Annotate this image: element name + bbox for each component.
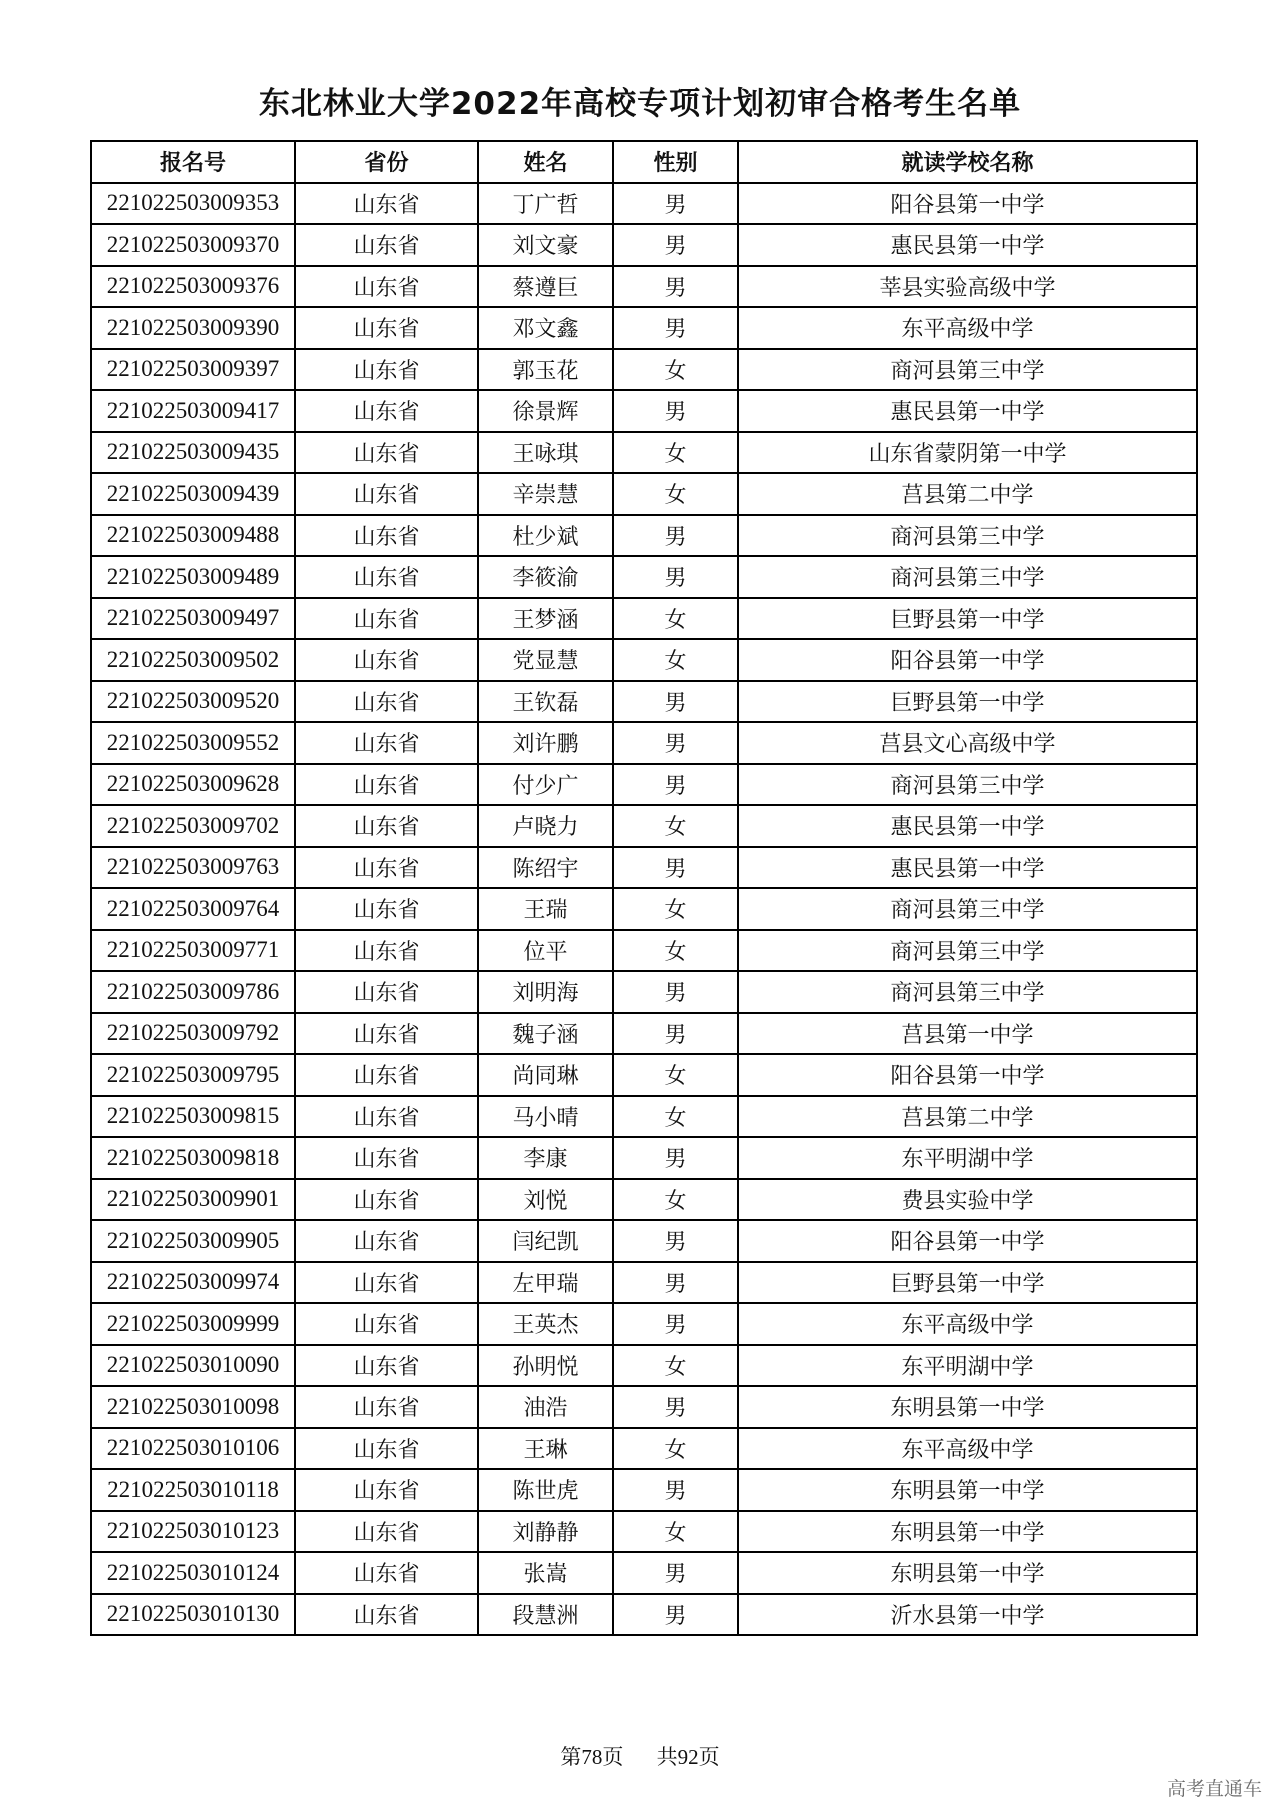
cell-school: 东平明湖中学 [738, 1137, 1197, 1179]
cell-id: 221022503009502 [91, 639, 295, 681]
cell-gender: 男 [613, 1137, 738, 1179]
table-row [91, 1511, 1197, 1553]
table-row [91, 1345, 1197, 1387]
table-row [91, 1096, 1197, 1138]
cell-province: 山东省 [295, 1137, 478, 1179]
cell-gender: 男 [613, 847, 738, 889]
table-row [91, 805, 1197, 847]
cell-gender: 女 [613, 639, 738, 681]
cell-id: 221022503009702 [91, 805, 295, 847]
table-row [91, 183, 1197, 225]
cell-gender: 女 [613, 432, 738, 474]
header-gender: 性别 [613, 141, 738, 183]
cell-id: 221022503009497 [91, 598, 295, 640]
cell-gender: 女 [613, 473, 738, 515]
cell-gender: 男 [613, 183, 738, 225]
cell-school: 东明县第一中学 [738, 1552, 1197, 1594]
cell-gender: 男 [613, 764, 738, 806]
header-id: 报名号 [91, 141, 295, 183]
table-row [91, 1386, 1197, 1428]
cell-province: 山东省 [295, 1594, 478, 1636]
cell-province: 山东省 [295, 722, 478, 764]
cell-province: 山东省 [295, 473, 478, 515]
cell-name: 王瑞 [478, 888, 613, 930]
cell-province: 山东省 [295, 971, 478, 1013]
cell-gender: 女 [613, 598, 738, 640]
cell-name: 卢晓力 [478, 805, 613, 847]
watermark: 高考直通车 [1166, 1778, 1262, 1800]
cell-province: 山东省 [295, 805, 478, 847]
table-row [91, 1054, 1197, 1096]
table-row [91, 307, 1197, 349]
table-row [91, 556, 1197, 598]
cell-school: 东明县第一中学 [738, 1469, 1197, 1511]
cell-name: 王琳 [478, 1428, 613, 1470]
cell-id: 221022503010124 [91, 1552, 295, 1594]
cell-name: 邓文鑫 [478, 307, 613, 349]
table-row [91, 1303, 1197, 1345]
cell-id: 221022503010118 [91, 1469, 295, 1511]
cell-id: 221022503009795 [91, 1054, 295, 1096]
cell-id: 221022503009786 [91, 971, 295, 1013]
cell-gender: 男 [613, 1594, 738, 1636]
cell-gender: 女 [613, 1345, 738, 1387]
table-row [91, 1137, 1197, 1179]
cell-id: 221022503009552 [91, 722, 295, 764]
cell-gender: 男 [613, 1220, 738, 1262]
table-row [91, 1469, 1197, 1511]
table-row [91, 764, 1197, 806]
cell-school: 惠民县第一中学 [738, 805, 1197, 847]
cell-school: 东平明湖中学 [738, 1345, 1197, 1387]
cell-province: 山东省 [295, 224, 478, 266]
cell-province: 山东省 [295, 1179, 478, 1221]
table-row [91, 1594, 1197, 1636]
cell-school: 商河县第三中学 [738, 556, 1197, 598]
cell-name: 孙明悦 [478, 1345, 613, 1387]
table-row [91, 681, 1197, 723]
cell-name: 王英杰 [478, 1303, 613, 1345]
cell-id: 221022503009520 [91, 681, 295, 723]
cell-id: 221022503009439 [91, 473, 295, 515]
table-row [91, 1262, 1197, 1304]
cell-province: 山东省 [295, 1428, 478, 1470]
cell-province: 山东省 [295, 307, 478, 349]
cell-name: 丁广哲 [478, 183, 613, 225]
cell-id: 221022503009628 [91, 764, 295, 806]
cell-id: 221022503009397 [91, 349, 295, 391]
cell-province: 山东省 [295, 1345, 478, 1387]
cell-gender: 男 [613, 1303, 738, 1345]
cell-gender: 男 [613, 1552, 738, 1594]
cell-name: 段慧洲 [478, 1594, 613, 1636]
cell-gender: 女 [613, 349, 738, 391]
cell-school: 巨野县第一中学 [738, 1262, 1197, 1304]
cell-id: 221022503009376 [91, 266, 295, 308]
cell-id: 221022503009488 [91, 515, 295, 557]
cell-province: 山东省 [295, 432, 478, 474]
cell-id: 221022503009390 [91, 307, 295, 349]
cell-id: 221022503009763 [91, 847, 295, 889]
cell-school: 沂水县第一中学 [738, 1594, 1197, 1636]
cell-province: 山东省 [295, 1096, 478, 1138]
cell-school: 阳谷县第一中学 [738, 639, 1197, 681]
table-row [91, 390, 1197, 432]
cell-province: 山东省 [295, 764, 478, 806]
cell-province: 山东省 [295, 1262, 478, 1304]
cell-gender: 女 [613, 1511, 738, 1553]
table-row [91, 598, 1197, 640]
cell-school: 阳谷县第一中学 [738, 1054, 1197, 1096]
cell-gender: 男 [613, 681, 738, 723]
cell-school: 东明县第一中学 [738, 1511, 1197, 1553]
cell-school: 商河县第三中学 [738, 349, 1197, 391]
cell-name: 李筱渝 [478, 556, 613, 598]
cell-province: 山东省 [295, 515, 478, 557]
cell-school: 莒县第二中学 [738, 473, 1197, 515]
cell-id: 221022503009417 [91, 390, 295, 432]
cell-name: 李康 [478, 1137, 613, 1179]
cell-gender: 男 [613, 556, 738, 598]
cell-name: 油浩 [478, 1386, 613, 1428]
table-row [91, 1428, 1197, 1470]
cell-gender: 男 [613, 1386, 738, 1428]
cell-id: 221022503009489 [91, 556, 295, 598]
page-number: 第78页 [560, 1745, 624, 1769]
cell-school: 莘县实验高级中学 [738, 266, 1197, 308]
cell-province: 山东省 [295, 1303, 478, 1345]
table-row [91, 432, 1197, 474]
cell-school: 东平高级中学 [738, 1428, 1197, 1470]
cell-province: 山东省 [295, 1220, 478, 1262]
table-row [91, 722, 1197, 764]
cell-name: 位平 [478, 930, 613, 972]
cell-gender: 女 [613, 1428, 738, 1470]
cell-id: 221022503010090 [91, 1345, 295, 1387]
cell-school: 商河县第三中学 [738, 515, 1197, 557]
table-row [91, 473, 1197, 515]
cell-school: 惠民县第一中学 [738, 390, 1197, 432]
cell-province: 山东省 [295, 1054, 478, 1096]
cell-name: 付少广 [478, 764, 613, 806]
cell-province: 山东省 [295, 1386, 478, 1428]
cell-school: 费县实验中学 [738, 1179, 1197, 1221]
cell-school: 商河县第三中学 [738, 764, 1197, 806]
cell-province: 山东省 [295, 266, 478, 308]
cell-gender: 男 [613, 722, 738, 764]
cell-province: 山东省 [295, 598, 478, 640]
cell-gender: 女 [613, 1096, 738, 1138]
header-school: 就读学校名称 [738, 141, 1197, 183]
cell-school: 惠民县第一中学 [738, 847, 1197, 889]
cell-school: 山东省蒙阴第一中学 [738, 432, 1197, 474]
cell-name: 党显慧 [478, 639, 613, 681]
cell-school: 商河县第三中学 [738, 930, 1197, 972]
cell-id: 221022503009999 [91, 1303, 295, 1345]
cell-id: 221022503009353 [91, 183, 295, 225]
cell-gender: 男 [613, 515, 738, 557]
cell-id: 221022503009815 [91, 1096, 295, 1138]
cell-province: 山东省 [295, 1013, 478, 1055]
page-footer [0, 1741, 1280, 1771]
cell-name: 闫纪凯 [478, 1220, 613, 1262]
cell-id: 221022503010130 [91, 1594, 295, 1636]
table-row [91, 1013, 1197, 1055]
table-row [91, 266, 1197, 308]
cell-school: 巨野县第一中学 [738, 681, 1197, 723]
cell-gender: 女 [613, 1054, 738, 1096]
table-row [91, 930, 1197, 972]
cell-name: 王钦磊 [478, 681, 613, 723]
cell-province: 山东省 [295, 390, 478, 432]
page-total: 共92页 [656, 1745, 720, 1769]
table-row [91, 847, 1197, 889]
table-row [91, 1179, 1197, 1221]
cell-gender: 男 [613, 307, 738, 349]
cell-gender: 男 [613, 1013, 738, 1055]
cell-school: 巨野县第一中学 [738, 598, 1197, 640]
table-body [91, 183, 1197, 1636]
cell-name: 王梦涵 [478, 598, 613, 640]
cell-name: 马小晴 [478, 1096, 613, 1138]
document-title: 东北林业大学2022年高校专项计划初审合格考生名单 [258, 86, 1022, 122]
cell-name: 杜少斌 [478, 515, 613, 557]
cell-id: 221022503009818 [91, 1137, 295, 1179]
table-header-row [91, 141, 1197, 183]
table-row [91, 971, 1197, 1013]
cell-province: 山东省 [295, 681, 478, 723]
cell-gender: 男 [613, 971, 738, 1013]
cell-province: 山东省 [295, 556, 478, 598]
cell-id: 221022503009905 [91, 1220, 295, 1262]
cell-name: 刘静静 [478, 1511, 613, 1553]
cell-id: 221022503010098 [91, 1386, 295, 1428]
cell-province: 山东省 [295, 930, 478, 972]
cell-name: 徐景辉 [478, 390, 613, 432]
cell-name: 左甲瑞 [478, 1262, 613, 1304]
table-row [91, 888, 1197, 930]
cell-school: 莒县第二中学 [738, 1096, 1197, 1138]
cell-id: 221022503009792 [91, 1013, 295, 1055]
cell-gender: 女 [613, 1179, 738, 1221]
cell-name: 张嵩 [478, 1552, 613, 1594]
table-row [91, 1552, 1197, 1594]
cell-gender: 男 [613, 1262, 738, 1304]
cell-school: 莒县第一中学 [738, 1013, 1197, 1055]
candidate-table [90, 140, 1198, 1636]
cell-name: 蔡遵巨 [478, 266, 613, 308]
cell-province: 山东省 [295, 847, 478, 889]
cell-name: 王咏琪 [478, 432, 613, 474]
cell-province: 山东省 [295, 349, 478, 391]
table-row [91, 224, 1197, 266]
cell-name: 刘许鹏 [478, 722, 613, 764]
cell-name: 陈世虎 [478, 1469, 613, 1511]
cell-gender: 女 [613, 930, 738, 972]
cell-gender: 男 [613, 390, 738, 432]
cell-name: 刘明海 [478, 971, 613, 1013]
table-row [91, 1220, 1197, 1262]
cell-province: 山东省 [295, 1511, 478, 1553]
cell-province: 山东省 [295, 183, 478, 225]
table-row [91, 515, 1197, 557]
cell-name: 刘文豪 [478, 224, 613, 266]
cell-school: 莒县文心高级中学 [738, 722, 1197, 764]
cell-name: 刘悦 [478, 1179, 613, 1221]
cell-school: 东平高级中学 [738, 307, 1197, 349]
header-name: 姓名 [478, 141, 613, 183]
cell-id: 221022503009370 [91, 224, 295, 266]
cell-school: 东明县第一中学 [738, 1386, 1197, 1428]
cell-school: 东平高级中学 [738, 1303, 1197, 1345]
cell-province: 山东省 [295, 888, 478, 930]
cell-gender: 男 [613, 266, 738, 308]
cell-province: 山东省 [295, 1469, 478, 1511]
cell-gender: 女 [613, 805, 738, 847]
cell-province: 山东省 [295, 1552, 478, 1594]
cell-name: 郭玉花 [478, 349, 613, 391]
cell-id: 221022503009764 [91, 888, 295, 930]
cell-school: 阳谷县第一中学 [738, 183, 1197, 225]
cell-name: 魏子涵 [478, 1013, 613, 1055]
cell-name: 尚同琳 [478, 1054, 613, 1096]
cell-gender: 男 [613, 224, 738, 266]
cell-school: 商河县第三中学 [738, 888, 1197, 930]
header-province: 省份 [295, 141, 478, 183]
cell-gender: 女 [613, 888, 738, 930]
cell-gender: 男 [613, 1469, 738, 1511]
table-row [91, 349, 1197, 391]
cell-id: 221022503010123 [91, 1511, 295, 1553]
cell-id: 221022503009435 [91, 432, 295, 474]
cell-name: 陈绍宇 [478, 847, 613, 889]
cell-id: 221022503009974 [91, 1262, 295, 1304]
cell-id: 221022503009771 [91, 930, 295, 972]
table-row [91, 639, 1197, 681]
cell-name: 辛崇慧 [478, 473, 613, 515]
cell-school: 商河县第三中学 [738, 971, 1197, 1013]
cell-province: 山东省 [295, 639, 478, 681]
cell-id: 221022503010106 [91, 1428, 295, 1470]
cell-id: 221022503009901 [91, 1179, 295, 1221]
cell-school: 阳谷县第一中学 [738, 1220, 1197, 1262]
cell-school: 惠民县第一中学 [738, 224, 1197, 266]
